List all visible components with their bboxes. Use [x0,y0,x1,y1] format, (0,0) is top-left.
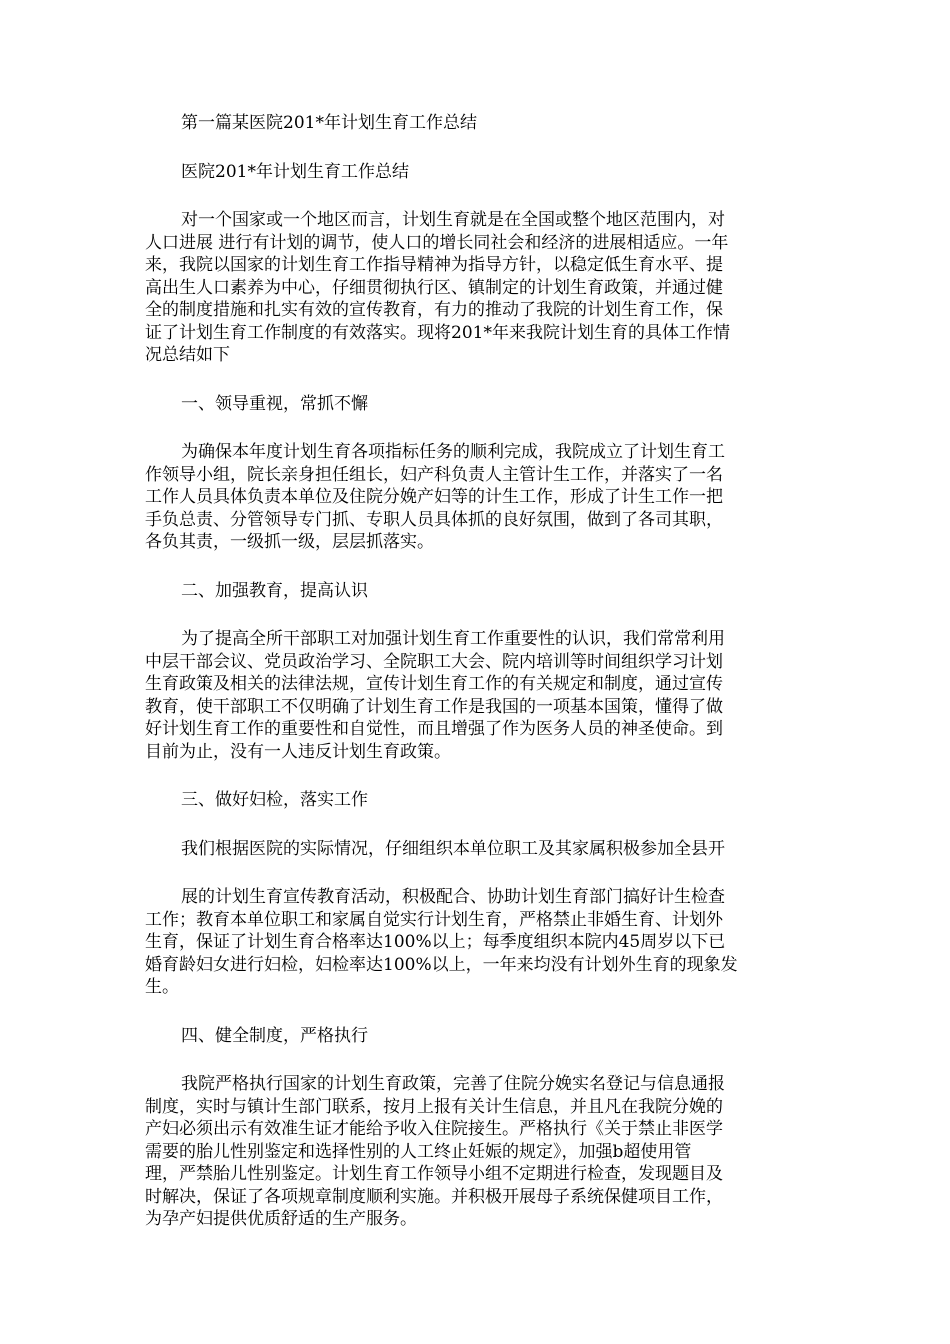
paragraph-line: 产妇必须出示有效准生证才能给予收入住院接生。严格执行《关于禁止非医学 [145,1119,723,1139]
paragraph-line: 中层干部会议、党员政治学习、全院职工大会、院内培训等时间组织学习计划 [145,651,723,672]
paragraph-line: 婚育龄妇女进行妇检，妇检率达100%以上，一年来均没有计划外生育的现象发 [145,954,738,975]
document-title: 第一篇某医院201*年计划生育工作总结 [181,113,477,133]
section3-paragraph [145,886,805,999]
paragraph-line: 时解决，保证了各项规章制度顺利实施。并积极开展母子系统保健项目工作， [145,1186,723,1207]
paragraph-line: 生育，保证了计划生育合格率达100%以上；每季度组织本院内45周岁以下已 [145,932,726,952]
section-heading: 二、加强教育，提高认识 [181,580,368,601]
paragraph-line: 需要的胎儿性别鉴定和选择性别的人工终止妊娠的规定》，加强b超使用管 [145,1141,692,1162]
paragraph-line: 工作；教育本单位职工和家属自觉实行计划生育，严格禁止非婚生育、计划外 [145,909,723,930]
paragraph-line: 况总结如下 [145,345,230,365]
paragraph-line: 对一个国家或一个地区而言，计划生育就是在全国或整个地区范围内，对 [181,210,725,230]
paragraph-line: 目前为止，没有一人违反计划生育政策。 [145,741,451,762]
section-heading: 三、做好妇检，落实工作 [181,790,368,810]
paragraph-line: 来，我院以国家的计划生育工作指导精神为指导方针，以稳定低生育水平、提 [145,255,723,275]
intro-paragraph [145,209,805,367]
paragraph-line: 理，严禁胎儿性别鉴定。计划生育工作领导小组不定期进行检查，发现题目及 [145,1164,723,1184]
paragraph-line: 全的制度措施和扎实有效的宣传教育，有力的推动了我院的计划生育工作，保 [145,300,723,320]
paragraph-line: 我们根据医院的实际情况，仔细组织本单位职工及其家属积极参加全县开 [181,838,725,859]
paragraph-line: 教育，使干部职工不仅明确了计划生育工作是我国的一项基本国策，懂得了做 [145,696,723,717]
section1-paragraph [145,441,805,554]
paragraph-line: 各负其责，一级抓一级，层层抓落实。 [145,532,434,552]
paragraph-line: 展的计划生育宣传教育活动，积极配合、协助计划生育部门搞好计生检查 [181,887,725,907]
paragraph-line: 好计划生育工作的重要性和自觉性，而且增强了作为医务人员的神圣使命。到 [145,719,723,739]
paragraph-line: 作领导小组，院长亲身担任组长，妇产科负责人主管计生工作，并落实了一名 [145,464,723,485]
paragraph-line: 生育政策及相关的法律法规，宣传计划生育工作的有关规定和制度，通过宣传 [145,674,723,694]
paragraph-line: 手负总责、分管领导专门抓、专职人员具体抓的良好氛围，做到了各司其职， [145,509,723,530]
paragraph-line: 证了计划生育工作制度的有效落实。现将201*年来我院计划生育的具体工作情 [145,322,730,343]
paragraph-line: 高出生人口素养为中心，仔细贯彻执行区、镇制定的计划生育政策，并通过健 [145,277,723,298]
document-subtitle: 医院201*年计划生育工作总结 [181,161,409,182]
paragraph-line: 人口进展 进行有计划的调节，使人口的增长同社会和经济的进展相适应。一年 [145,232,729,253]
paragraph-line: 工作人员具体负责本单位及住院分娩产妇等的计生工作，形成了计生工作一把 [145,487,723,507]
paragraph-line: 为确保本年度计划生育各项指标任务的顺利完成，我院成立了计划生育工 [181,442,725,462]
paragraph-line: 制度，实时与镇计生部门联系，按月上报有关计生信息，并且凡在我院分娩的 [145,1096,723,1117]
paragraph-line: 生。 [145,977,179,997]
paragraph-line: 为孕产妇提供优质舒适的生产服务。 [145,1209,417,1229]
section-heading: 一、领导重视，常抓不懈 [181,393,368,414]
section4-paragraph [145,1073,805,1231]
paragraph-line: 我院严格执行国家的计划生育政策，完善了住院分娩实名登记与信息通报 [181,1074,725,1094]
document-body [145,112,805,1231]
section2-paragraph [145,628,805,763]
paragraph-line: 为了提高全所干部职工对加强计划生育工作重要性的认识，我们常常利用 [181,629,725,649]
section-heading: 四、健全制度，严格执行 [181,1025,368,1046]
